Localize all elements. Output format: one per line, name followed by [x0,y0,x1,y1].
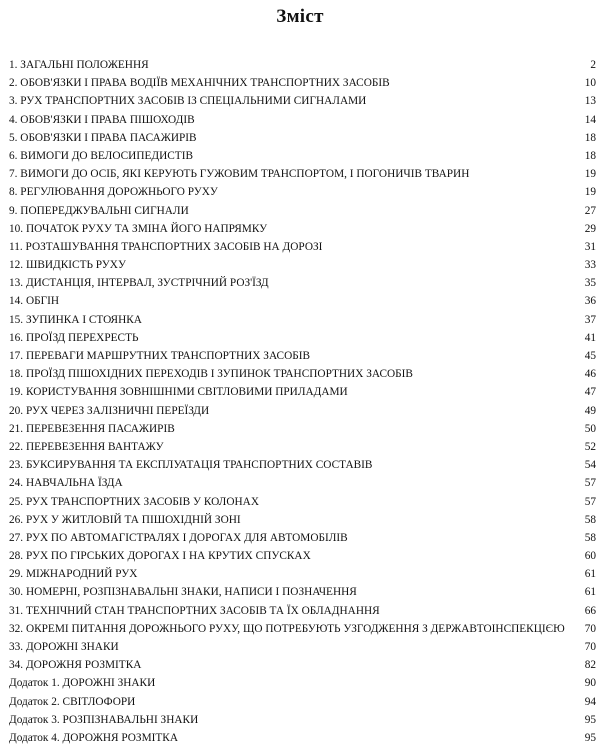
toc-entry[interactable] [9,711,596,729]
toc-entry[interactable] [9,365,596,383]
toc-entry-title: 8. РЕГУЛЮВАННЯ ДОРОЖНЬОГО РУХУ [9,186,218,199]
toc-entry-title: 21. ПЕРЕВЕЗЕННЯ ПАСАЖИРІВ [9,422,175,435]
toc-entry[interactable] [9,474,596,492]
toc-entry-page-number: 47 [584,386,596,399]
toc-entry[interactable] [9,529,596,547]
toc-entry[interactable] [9,56,596,74]
toc-entry-page-number: 58 [584,513,596,526]
toc-entry[interactable] [9,383,596,401]
toc-entry[interactable] [9,438,596,456]
toc-entry[interactable] [9,165,596,183]
toc-entry[interactable] [9,547,596,565]
toc-entry-page-number: 49 [584,404,596,417]
toc-entry-page-number: 70 [584,641,596,653]
toc-entry-title: 9. ПОПЕРЕДЖУВАЛЬНІ СИГНАЛИ [9,204,189,217]
toc-entry[interactable] [9,129,596,147]
toc-entry[interactable] [9,638,596,656]
toc-entry[interactable] [9,111,596,129]
table-of-contents [9,56,596,747]
toc-entry-title: 20. РУХ ЧЕРЕЗ ЗАЛІЗНИЧНІ ПЕРЕЇЗДИ [9,404,210,417]
toc-entry[interactable] [9,329,596,347]
toc-entry-page-number: 54 [584,459,596,472]
toc-entry-title: 4. ОБОВ'ЯЗКИ І ПРАВА ПІШОХОДІВ [9,113,195,126]
toc-entry-title: 23. БУКСИРУВАННЯ ТА ЕКСПЛУАТАЦІЯ ТРАНСПОРТНИХ СОСТАВІВ [9,459,373,472]
toc-entry[interactable] [9,274,596,292]
toc-entry[interactable] [9,420,596,438]
toc-entry-title: 27. РУХ ПО АВТОМАГІСТРАЛЯХ І ДОРОГАХ ДЛЯ АВТОМОБІЛІВ [9,531,348,544]
toc-entry-page-number: 19 [584,186,596,199]
toc-entry-title: 1. ЗАГАЛЬНІ ПОЛОЖЕННЯ [9,59,149,71]
toc-entry[interactable] [9,74,596,92]
toc-entry-title: 18. ПРОЇЗД ПІШОХІДНИХ ПЕРЕХОДІВ І ЗУПИНОК ТРАНСПОРТНИХ ЗАСОБІВ [9,368,413,381]
toc-entry-title: 15. ЗУПИНКА І СТОЯНКА [9,313,142,326]
toc-entry-page-number: 19 [584,168,596,181]
toc-entry-page-number: 46 [584,368,596,381]
toc-entry-page-number: 61 [584,568,596,581]
toc-entry-title: 3. РУХ ТРАНСПОРТНИХ ЗАСОБІВ ІЗ СПЕЦІАЛЬНИМИ СИГНАЛАМИ [9,95,367,108]
toc-entry-title: 6. ВИМОГИ ДО ВЕЛОСИПЕДИСТІВ [9,149,193,162]
toc-entry-title: 7. ВИМОГИ ДО ОСІБ, ЯКІ КЕРУЮТЬ ГУЖОВИМ ТРАНСПОРТОМ, І ПОГОНИЧІВ ТВАРИН [9,168,470,181]
toc-entry-title: Додаток 1. ДОРОЖНІ ЗНАКИ [9,677,156,690]
toc-entry-page-number: 50 [584,422,596,435]
toc-entry[interactable] [9,674,596,692]
toc-entry-page-number: 60 [584,550,596,563]
toc-entry-page-number: 52 [584,440,596,453]
toc-entry-page-number: 94 [584,695,596,708]
toc-entry-title: 5. ОБОВ'ЯЗКИ І ПРАВА ПАСАЖИРІВ [9,131,197,144]
toc-entry-page-number: 2 [590,59,596,71]
toc-entry-page-number: 18 [584,131,596,144]
toc-entry-page-number: 95 [584,731,596,744]
toc-entry-page-number: 41 [584,331,596,344]
toc-entry-page-number: 10 [584,77,596,90]
toc-entry[interactable] [9,147,596,165]
toc-entry-page-number: 14 [584,113,596,126]
toc-entry[interactable] [9,347,596,365]
toc-entry-title: 33. ДОРОЖНІ ЗНАКИ [9,641,119,653]
toc-entry-title: 34. ДОРОЖНЯ РОЗМІТКА [9,659,142,672]
toc-entry-page-number: 31 [584,240,596,253]
toc-entry[interactable] [9,511,596,529]
toc-entry-page-number: 90 [584,677,596,690]
toc-entry-title: Додаток 2. СВІТЛОФОРИ [9,695,136,708]
toc-entry[interactable] [9,729,596,747]
toc-entry-title: 24. НАВЧАЛЬНА ЇЗДА [9,477,123,490]
toc-entry[interactable] [9,602,596,620]
toc-entry[interactable] [9,220,596,238]
toc-entry-page-number: 33 [584,259,596,272]
toc-entry[interactable] [9,402,596,420]
toc-entry-page-number: 58 [584,531,596,544]
toc-entry-title: 30. НОМЕРНІ, РОЗПІЗНАВАЛЬНІ ЗНАКИ, НАПИСИ І ПОЗНАЧЕННЯ [9,586,357,599]
toc-entry-page-number: 57 [584,495,596,508]
toc-entry-title: 19. КОРИСТУВАННЯ ЗОВНІШНІМИ СВІТЛОВИМИ ПРИЛАДАМИ [9,386,348,399]
toc-entry-page-number: 95 [584,713,596,726]
toc-entry-title: 13. ДИСТАНЦІЯ, ІНТЕРВАЛ, ЗУСТРІЧНИЙ РОЗ'ЇЗД [9,277,269,290]
toc-entry[interactable] [9,238,596,256]
toc-entry-title: 16. ПРОЇЗД ПЕРЕХРЕСТЬ [9,331,139,344]
toc-entry-title: 17. ПЕРЕВАГИ МАРШРУТНИХ ТРАНСПОРТНИХ ЗАСОБІВ [9,350,311,362]
toc-entry-title: 14. ОБГІН [9,295,60,308]
toc-entry-title: 2. ОБОВ'ЯЗКИ І ПРАВА ВОДІЇВ МЕХАНІЧНИХ ТРАНСПОРТНИХ ЗАСОБІВ [9,77,390,90]
toc-entry[interactable] [9,620,596,638]
toc-entry-page-number: 13 [584,95,596,108]
toc-entry-title: 26. РУХ У ЖИТЛОВІЙ ТА ПІШОХІДНІЙ ЗОНІ [9,513,241,526]
toc-entry-page-number: 35 [584,277,596,290]
toc-entry-page-number: 57 [584,477,596,490]
toc-entry[interactable] [9,656,596,674]
toc-entry-title: 12. ШВИДКІСТЬ РУХУ [9,259,126,272]
toc-entry[interactable] [9,183,596,201]
toc-entry[interactable] [9,202,596,220]
toc-entry[interactable] [9,583,596,601]
toc-entry-page-number: 37 [584,313,596,326]
toc-entry[interactable] [9,693,596,711]
toc-entry-title: 29. МІЖНАРОДНИЙ РУХ [9,568,138,581]
toc-entry[interactable] [9,256,596,274]
toc-entry-title: 32. ОКРЕМІ ПИТАННЯ ДОРОЖНЬОГО РУХУ, ЩО ПОТРЕБУЮТЬ УЗГОДЖЕННЯ З ДЕРЖАВТОІНСПЕКЦІЄЮ [9,622,565,635]
toc-entry[interactable] [9,292,596,310]
toc-entry-page-number: 61 [584,586,596,599]
toc-entry-title: 31. ТЕХНІЧНИЙ СТАН ТРАНСПОРТНИХ ЗАСОБІВ ТА ЇХ ОБЛАДНАННЯ [9,604,380,617]
toc-entry-page-number: 45 [584,350,596,362]
page-title: Зміст [276,6,324,27]
toc-entry-title: Додаток 4. ДОРОЖНЯ РОЗМІТКА [9,731,178,744]
toc-entry-page-number: 18 [584,149,596,162]
toc-entry-page-number: 66 [584,604,596,617]
toc-entry-page-number: 29 [584,222,596,235]
toc-entry-page-number: 27 [584,204,596,217]
toc-entry-title: 10. ПОЧАТОК РУХУ ТА ЗМІНА ЙОГО НАПРЯМКУ [9,222,268,235]
toc-entry-title: 25. РУХ ТРАНСПОРТНИХ ЗАСОБІВ У КОЛОНАХ [9,495,259,508]
toc-entry[interactable] [9,565,596,583]
toc-entry[interactable] [9,92,596,110]
toc-entry-title: 22. ПЕРЕВЕЗЕННЯ ВАНТАЖУ [9,440,164,453]
toc-entry-page-number: 70 [584,622,596,635]
toc-entry[interactable] [9,456,596,474]
toc-entry-title: 28. РУХ ПО ГІРСЬКИХ ДОРОГАХ І НА КРУТИХ СПУСКАХ [9,550,311,563]
toc-entry-title: Додаток 3. РОЗПІЗНАВАЛЬНІ ЗНАКИ [9,713,199,726]
toc-entry-title: 11. РОЗТАШУВАННЯ ТРАНСПОРТНИХ ЗАСОБІВ НА ДОРОЗІ [9,240,323,253]
toc-entry[interactable] [9,493,596,511]
toc-entry-page-number: 36 [584,295,596,308]
toc-entry[interactable] [9,311,596,329]
toc-entry-page-number: 82 [584,659,596,672]
